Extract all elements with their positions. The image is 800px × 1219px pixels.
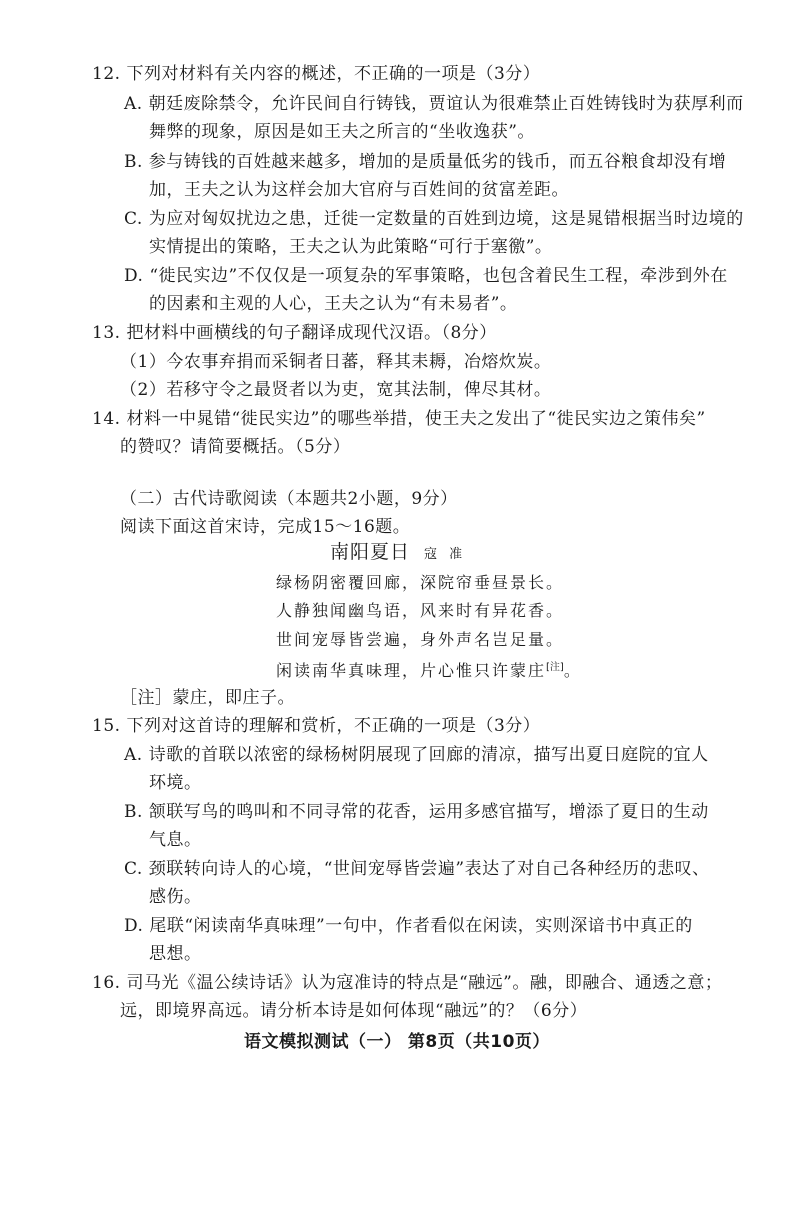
q12-option-a-line1: A. 朝廷废除禁令，允许民间自行铸钱，贾谊认为很难禁止百姓铸钱时为获厚利而 <box>124 94 744 114</box>
q14-stem-line1: 14. 材料一中晁错“徙民实边”的哪些举措，使王夫之发出了“徙民实边之策伟矣” <box>92 409 706 429</box>
poem-note: ［注］蒙庄，即庄子。 <box>120 688 295 708</box>
q15-option-d-line2: 思想。 <box>149 944 202 964</box>
q15-option-b-line2: 气息。 <box>149 830 202 850</box>
poem-note-mark: [注] <box>546 662 564 673</box>
q15-option-d-line1: D. 尾联“闲读南华真味理”一句中，作者看似在闲读，实则深谙书中真正的 <box>124 916 693 936</box>
poem-line-3: 世间宠辱皆尝遍，身外声名岂足量。 <box>276 630 565 649</box>
q14-stem-line2: 的赞叹？请简要概括。（5分） <box>120 437 351 457</box>
q15-option-c-line2: 感伤。 <box>149 887 202 907</box>
q15-option-a-line1: A. 诗歌的首联以浓密的绿杨树阴展现了回廊的清凉，描写出夏日庭院的宜人 <box>124 745 709 765</box>
q15-option-a-line2: 环境。 <box>149 773 202 793</box>
poem-line-1: 绿杨阴密覆回廊，深院帘垂昼景长。 <box>276 573 565 592</box>
poem-line-4-punct: 。 <box>563 661 582 680</box>
poem-line-4 <box>276 656 582 683</box>
q15-stem: 15. 下列对这首诗的理解和赏析，不正确的一项是（3分） <box>92 716 541 736</box>
q12-option-a-line2: 舞弊的现象，原因是如王夫之所言的“坐收逸获”。 <box>149 122 535 142</box>
q12-option-d-line2: 的因素和主观的人心，王夫之认为“有未易者”。 <box>149 294 518 314</box>
q12-option-d-line1: D. “徙民实边”不仅仅是一项复杂的军事策略，也包含着民生工程，牵涉到外在 <box>124 266 728 286</box>
q16-stem-line2: 远，即境界高远。请分析本诗是如何体现“融远”的？（6分） <box>120 1001 588 1021</box>
poem-title: 南阳夏日 <box>330 541 411 563</box>
q16-stem-line1: 16. 司马光《温公续诗话》认为寇准诗的特点是“融远”。融，即融合、通透之意； <box>92 973 723 993</box>
q13-stem: 13. 把材料中画横线的句子翻译成现代汉语。（8分） <box>92 323 497 343</box>
q12-stem: 12. 下列对材料有关内容的概述，不正确的一项是（3分） <box>92 64 541 84</box>
poem-author: 寇 准 <box>424 547 467 562</box>
q12-option-b-line2: 加，王夫之认为这样会加大官府与百姓间的贫富差距。 <box>149 180 569 200</box>
poem-title-row <box>330 539 466 568</box>
section2-intro: 阅读下面这首宋诗，完成15～16题。 <box>120 517 411 537</box>
q15-option-c-line1: C. 颈联转向诗人的心境，“世间宠辱皆尝遍”表达了对自己各种经历的悲叹、 <box>124 859 710 879</box>
q12-option-c-line2: 实情提出的策略，王夫之认为此策略“可行于塞徼”。 <box>149 237 553 257</box>
q12-option-c-line1: C. 为应对匈奴扰边之患，迁徙一定数量的百姓到边境，这是晁错根据当时边境的 <box>124 209 744 229</box>
poem-line-2: 人静独闻幽鸟语，风来时有异花香。 <box>276 601 565 620</box>
q15-option-b-line1: B. 颔联写鸟的鸣叫和不同寻常的花香，运用多感官描写，增添了夏日的生动 <box>124 802 709 822</box>
q13-sentence-1: （1）今农事弃捐而采铜者日蕃，释其耒耨，冶熔炊炭。 <box>120 352 552 372</box>
q13-sentence-2: （2）若移守令之最贤者以为吏，宽其法制，俾尽其材。 <box>120 380 552 400</box>
page-footer: 语文模拟测试（一） 第8页（共10页） <box>244 1032 550 1052</box>
section2-heading: （二）古代诗歌阅读（本题共2小题，9分） <box>120 489 458 509</box>
poem-line-4-text: 闲读南华真味理，片心惟只许蒙庄 <box>276 661 547 680</box>
q12-option-b-line1: B. 参与铸钱的百姓越来越多，增加的是质量低劣的钱币，而五谷粮食却没有增 <box>124 152 727 172</box>
